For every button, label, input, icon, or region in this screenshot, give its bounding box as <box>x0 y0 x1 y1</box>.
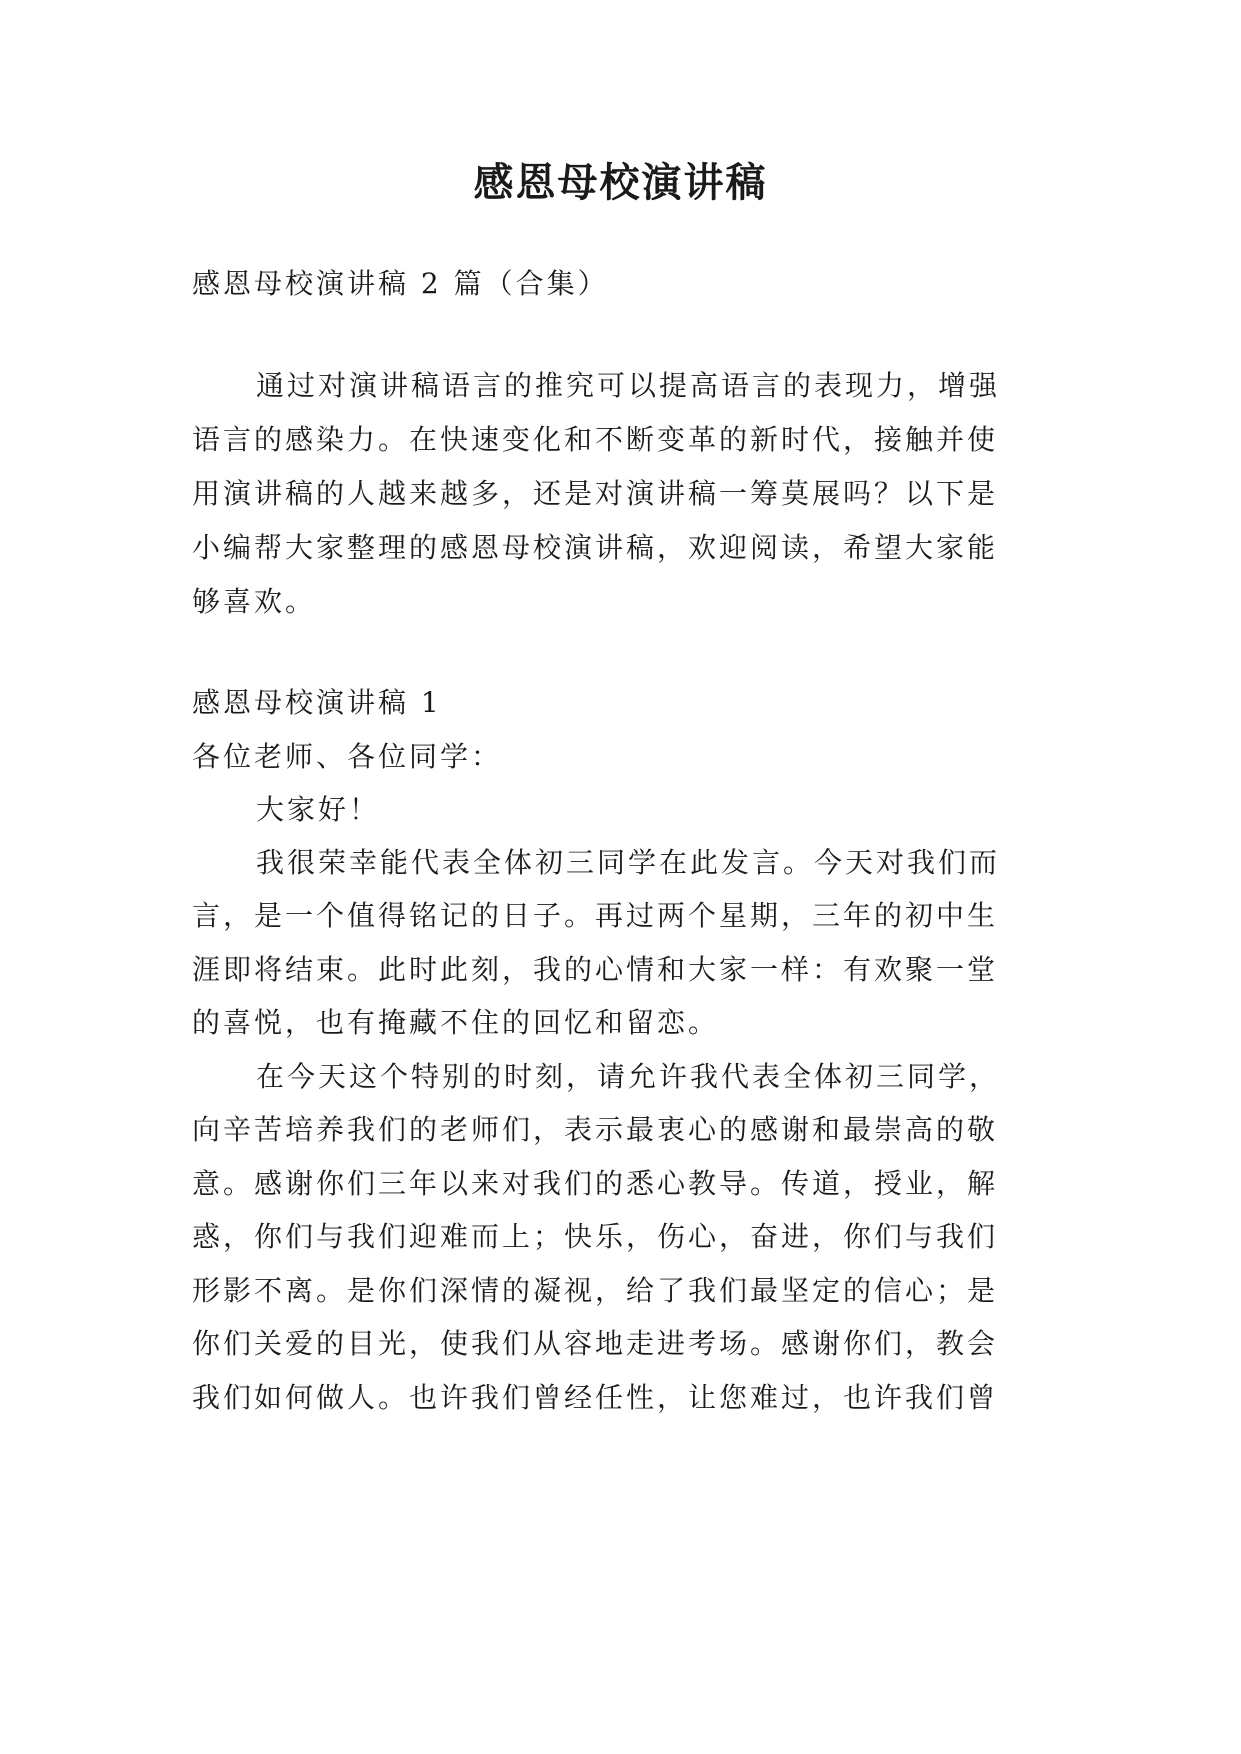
document-title: 感恩母校演讲稿 <box>473 159 768 206</box>
greeting: 大家好！ <box>256 793 381 826</box>
document-subtitle: 感恩母校演讲稿 2 篇（合集） <box>192 267 609 300</box>
paragraph-line: 你们关爱的目光，使我们从容地走进考场。感谢你们，教会 <box>192 1327 999 1360</box>
paragraph-line: 形影不离。是你们深情的凝视，给了我们最坚定的信心；是 <box>192 1274 999 1307</box>
paragraph-line: 涯即将结束。此时此刻，我的心情和大家一样：有欢聚一堂 <box>192 953 999 986</box>
paragraph-line: 向辛苦培养我们的老师们，表示最衷心的感谢和最崇高的敬 <box>192 1113 999 1146</box>
paragraph-line: 我很荣幸能代表全体初三同学在此发言。今天对我们而 <box>256 846 1001 879</box>
intro-line: 小编帮大家整理的感恩母校演讲稿，欢迎阅读，希望大家能 <box>192 531 999 564</box>
paragraph-line: 意。感谢你们三年以来对我们的悉心教导。传道，授业，解 <box>192 1167 999 1200</box>
paragraph-line: 的喜悦，也有掩藏不住的回忆和留恋。 <box>192 1006 720 1039</box>
paragraph-line: 在今天这个特别的时刻，请允许我代表全体初三同学， <box>256 1060 1001 1093</box>
intro-line: 语言的感染力。在快速变化和不断变革的新时代，接触并使 <box>192 423 999 456</box>
intro-line: 够喜欢。 <box>192 585 317 618</box>
paragraph-line: 我们如何做人。也许我们曾经任性，让您难过，也许我们曾 <box>192 1381 999 1414</box>
intro-line: 用演讲稿的人越来越多，还是对演讲稿一筹莫展吗？以下是 <box>192 477 999 510</box>
paragraph-line: 言，是一个值得铭记的日子。再过两个星期，三年的初中生 <box>192 899 999 932</box>
intro-line: 通过对演讲稿语言的推究可以提高语言的表现力，增强 <box>256 369 1001 402</box>
section-heading: 感恩母校演讲稿 1 <box>192 686 442 719</box>
salutation: 各位老师、各位同学： <box>192 740 503 773</box>
paragraph-line: 惑，你们与我们迎难而上；快乐，伤心，奋进，你们与我们 <box>192 1220 999 1253</box>
